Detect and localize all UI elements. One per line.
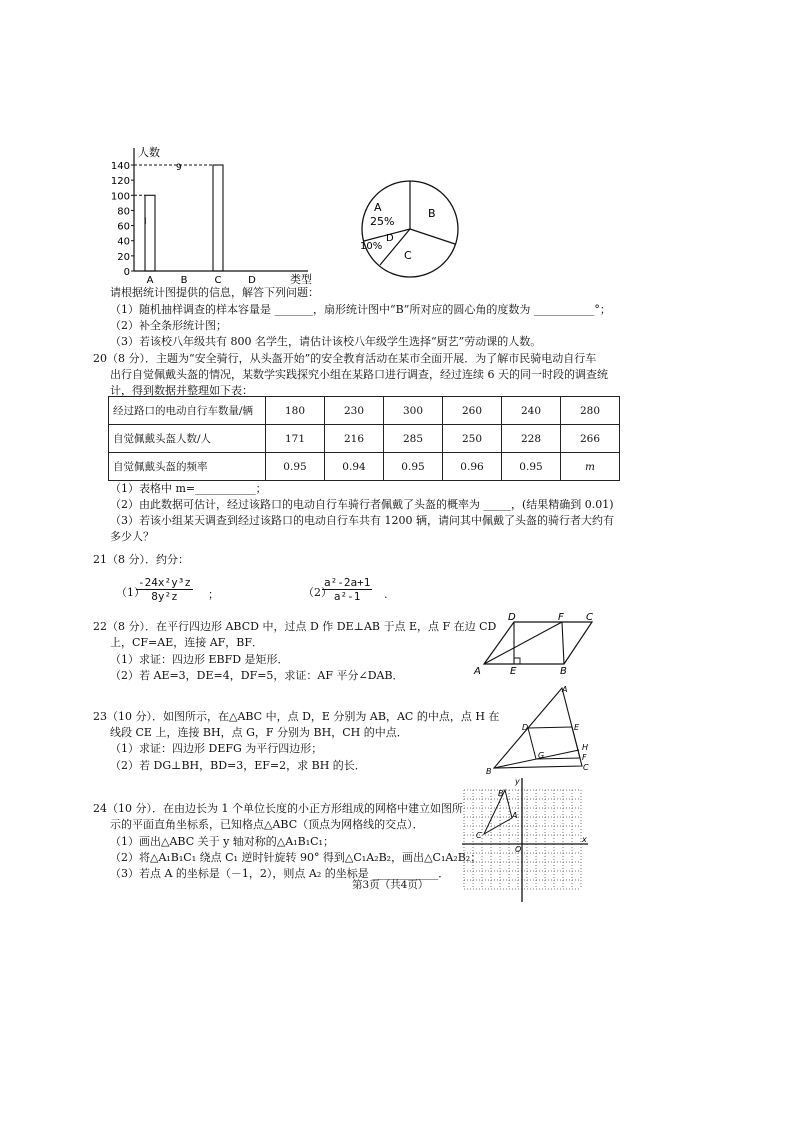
point-e-label: E xyxy=(574,723,580,732)
y-tick-label: 60 xyxy=(117,221,130,233)
q24-part2: （2）将△A₁B₁C₁ 绕点 C₁ 逆时针旋转 90° 得到△C₁A₂B₂，画出△C₁A₂B₂； xyxy=(110,851,482,864)
point-f-label: F xyxy=(582,753,587,762)
table-cell: 285 xyxy=(384,425,443,453)
q21-p1-fraction xyxy=(136,576,193,603)
point-a-label: A xyxy=(562,685,568,694)
slice-label-d: D xyxy=(386,233,394,244)
q21-p2-label: （2） xyxy=(303,586,332,599)
q24-part1: （1）画出△ABC 关于 y 轴对称的△A₁B₁C₁； xyxy=(110,835,334,848)
point-b-label: B xyxy=(560,666,567,677)
table-cell: 280 xyxy=(561,397,620,425)
table-cell: 230 xyxy=(325,397,384,425)
q19-part1: （1）随机抽样调查的样本容量是 _______，扇形统计图中“B”所对应的圆心角的度数为 ___________°； xyxy=(110,303,611,316)
fraction-denominator: a²-1 xyxy=(333,590,361,603)
x-category-label: C xyxy=(214,275,222,286)
x-categories xyxy=(147,275,257,286)
y-axis-label: y xyxy=(515,777,520,786)
q22-figure xyxy=(472,610,602,680)
row-header: 经过路口的电动自行车数量/辆 xyxy=(109,397,266,425)
right-angle-mark xyxy=(514,658,520,664)
point-g-label: G xyxy=(538,751,545,760)
point-c-label: C xyxy=(476,831,482,840)
x-category-label: A xyxy=(146,275,154,286)
table-cell: 300 xyxy=(384,397,443,425)
fraction-numerator: a²-2a+1 xyxy=(324,576,371,589)
slice-label-c: C xyxy=(404,249,412,262)
row-header: 自觉佩戴头盔的频率 xyxy=(109,453,266,481)
point-d-label: D xyxy=(522,723,529,732)
bar-a xyxy=(145,195,155,271)
x-axis-label: x xyxy=(582,835,587,844)
bar-chart xyxy=(108,140,318,288)
x-category-label: B xyxy=(180,275,188,286)
q23-line1: 23（10 分）．如图所示，在△ABC 中，点 D，E 分别为 AB，AC 的中点，点 H 在 xyxy=(93,710,500,723)
segment-de xyxy=(528,727,572,728)
q22-part2: （2）若 AE=3，DE=4，DF=5，求证：AF 平分∠DAB． xyxy=(110,669,404,682)
table-cell: 216 xyxy=(325,425,384,453)
segment-dg xyxy=(528,728,536,759)
slice-pct-a: 25% xyxy=(370,215,395,228)
segment-af xyxy=(484,622,562,664)
q23-part2: （2）若 DG⊥BH，BD=3，EF=2，求 BH 的长． xyxy=(110,759,366,772)
q20-line1: 20（8 分）．主题为“安全骑行，从头盔开始”的安全教育活动在某市全面开展．为了解市民骑电动自行车 xyxy=(93,352,597,365)
slice-pct-d: 10% xyxy=(360,241,383,252)
table-row xyxy=(109,453,620,481)
table-cell: 250 xyxy=(443,425,502,453)
point-b-label: B xyxy=(486,767,492,776)
q21-p1-tail: ； xyxy=(208,588,219,601)
y-tick-label: 140 xyxy=(110,161,130,172)
point-d-label: D xyxy=(508,612,516,623)
chart-mark: I xyxy=(144,217,147,227)
q23-line2: 线段 CE 上，连接 BH，点 G，F 分别为 BH，CH 的中点． xyxy=(110,726,408,739)
fraction-numerator: -24x²y³z xyxy=(138,576,191,589)
y-axis-label: 人数 xyxy=(138,146,160,159)
q22-part1: （1）求证：四边形 EBFD 是矩形． xyxy=(110,653,289,666)
q19-part2: （2）补全条形统计图； xyxy=(110,319,227,332)
pie-chart xyxy=(358,175,464,285)
q21-p1-label: （1） xyxy=(116,586,145,599)
point-c-label: C xyxy=(583,763,589,772)
bar-c xyxy=(213,165,223,271)
table-row xyxy=(109,425,620,453)
x-axis-label: 类型 xyxy=(290,273,312,286)
point-c-label: C xyxy=(586,612,593,623)
pie-divider xyxy=(410,229,455,244)
table-cell: 0.95 xyxy=(384,453,443,481)
table-cell: 240 xyxy=(502,397,561,425)
table-cell: 0.94 xyxy=(325,453,384,481)
table-cell: 0.96 xyxy=(443,453,502,481)
table-cell: 0.95 xyxy=(266,453,325,481)
table-cell: 228 xyxy=(502,425,561,453)
y-tick-label: 120 xyxy=(110,176,130,188)
parallelogram-abcd xyxy=(484,622,592,664)
fraction-denominator: 8y²z xyxy=(151,590,178,603)
y-ticks xyxy=(111,161,134,278)
point-b-label: B xyxy=(498,789,504,798)
q20-line3: 计，得到数据并整理如下表： xyxy=(110,384,253,397)
point-e-label: E xyxy=(510,666,517,677)
q22-line2: 上，CF=AE，连接 AF，BF． xyxy=(110,636,264,649)
point-h-label: H xyxy=(582,743,589,752)
y-tick-label: 20 xyxy=(117,251,130,263)
q20-part3b: 多少人？ xyxy=(110,530,154,543)
point-a-label: A xyxy=(512,811,518,820)
page-footer: 第3页（共4页） xyxy=(352,879,429,891)
slice-label-a: A xyxy=(374,201,382,214)
y-tick-label: 80 xyxy=(117,206,130,218)
point-a-label: A xyxy=(474,666,481,677)
q20-part2: （2）由此数据可估计，经过该路口的电动自行车骑行者佩戴了头盔的概率为 _____，(结果精确到 0.01) xyxy=(110,498,614,511)
q20-data-table xyxy=(108,396,620,481)
bars xyxy=(134,165,223,271)
q21-p2-fraction xyxy=(322,576,372,603)
chart-mark: 9 xyxy=(176,163,182,173)
q23-part1: （1）求证：四边形 DEFG 为平行四边形； xyxy=(110,742,323,755)
q19-part3: （3）若该校八年级共有 800 名学生，请估计该校八年级学生选择“厨艺”劳动课的人数。 xyxy=(110,335,542,348)
q19-intro: 请根据统计图提供的信息，解答下列问题： xyxy=(110,286,319,299)
table-row xyxy=(109,397,620,425)
q21-p2-tail: . xyxy=(384,588,388,601)
q22-line1: 22（8 分）．在平行四边形 ABCD 中，过点 D 作 DE⊥AB 于点 E，点 F 在边 CD xyxy=(93,620,497,633)
q24-line2: 示的平面直角坐标系，已知格点△ABC（顶点为网格线的交点）． xyxy=(110,818,424,831)
q24-line1: 24（10 分）．在由边长为 1 个单位长度的小正方形组成的网格中建立如图所 xyxy=(93,802,463,815)
q20-part3a: （3）若该小组某天调查到经过该路口的电动自行车共有 1200 辆，请问其中佩戴了头盔的骑行者大约有 xyxy=(110,514,614,527)
table-cell: 180 xyxy=(266,397,325,425)
segment-bf xyxy=(562,622,564,664)
q21-title: 21（8 分）．约分： xyxy=(93,553,189,566)
table-cell: 0.95 xyxy=(502,453,561,481)
table-cell: 266 xyxy=(561,425,620,453)
q20-line2: 出行自觉佩戴头盔的情况，某数学实践探究小组在某路口进行调查，经过连续 6 天的同一时段的调查统 xyxy=(110,368,608,381)
table-cell: m xyxy=(561,453,620,481)
y-tick-label: 100 xyxy=(110,191,130,203)
slice-label-b: B xyxy=(428,207,436,220)
q24-part3: （3）若点 A 的坐标是（－1，2），则点 A₂ 的坐标是 ____________． xyxy=(110,867,450,880)
q23-figure xyxy=(484,684,594,776)
x-category-label: D xyxy=(248,275,256,286)
y-tick-label: 0 xyxy=(123,267,130,278)
point-f-label: F xyxy=(558,612,564,623)
origin-label: O xyxy=(515,845,522,854)
table-cell: 260 xyxy=(443,397,502,425)
table-cell: 171 xyxy=(266,425,325,453)
q24-coordinate-grid xyxy=(460,776,592,904)
y-tick-label: 40 xyxy=(117,236,130,248)
q20-part1: （1）表格中 m=___________； xyxy=(110,482,267,495)
row-header: 自觉佩戴头盔人数/人 xyxy=(109,425,266,453)
